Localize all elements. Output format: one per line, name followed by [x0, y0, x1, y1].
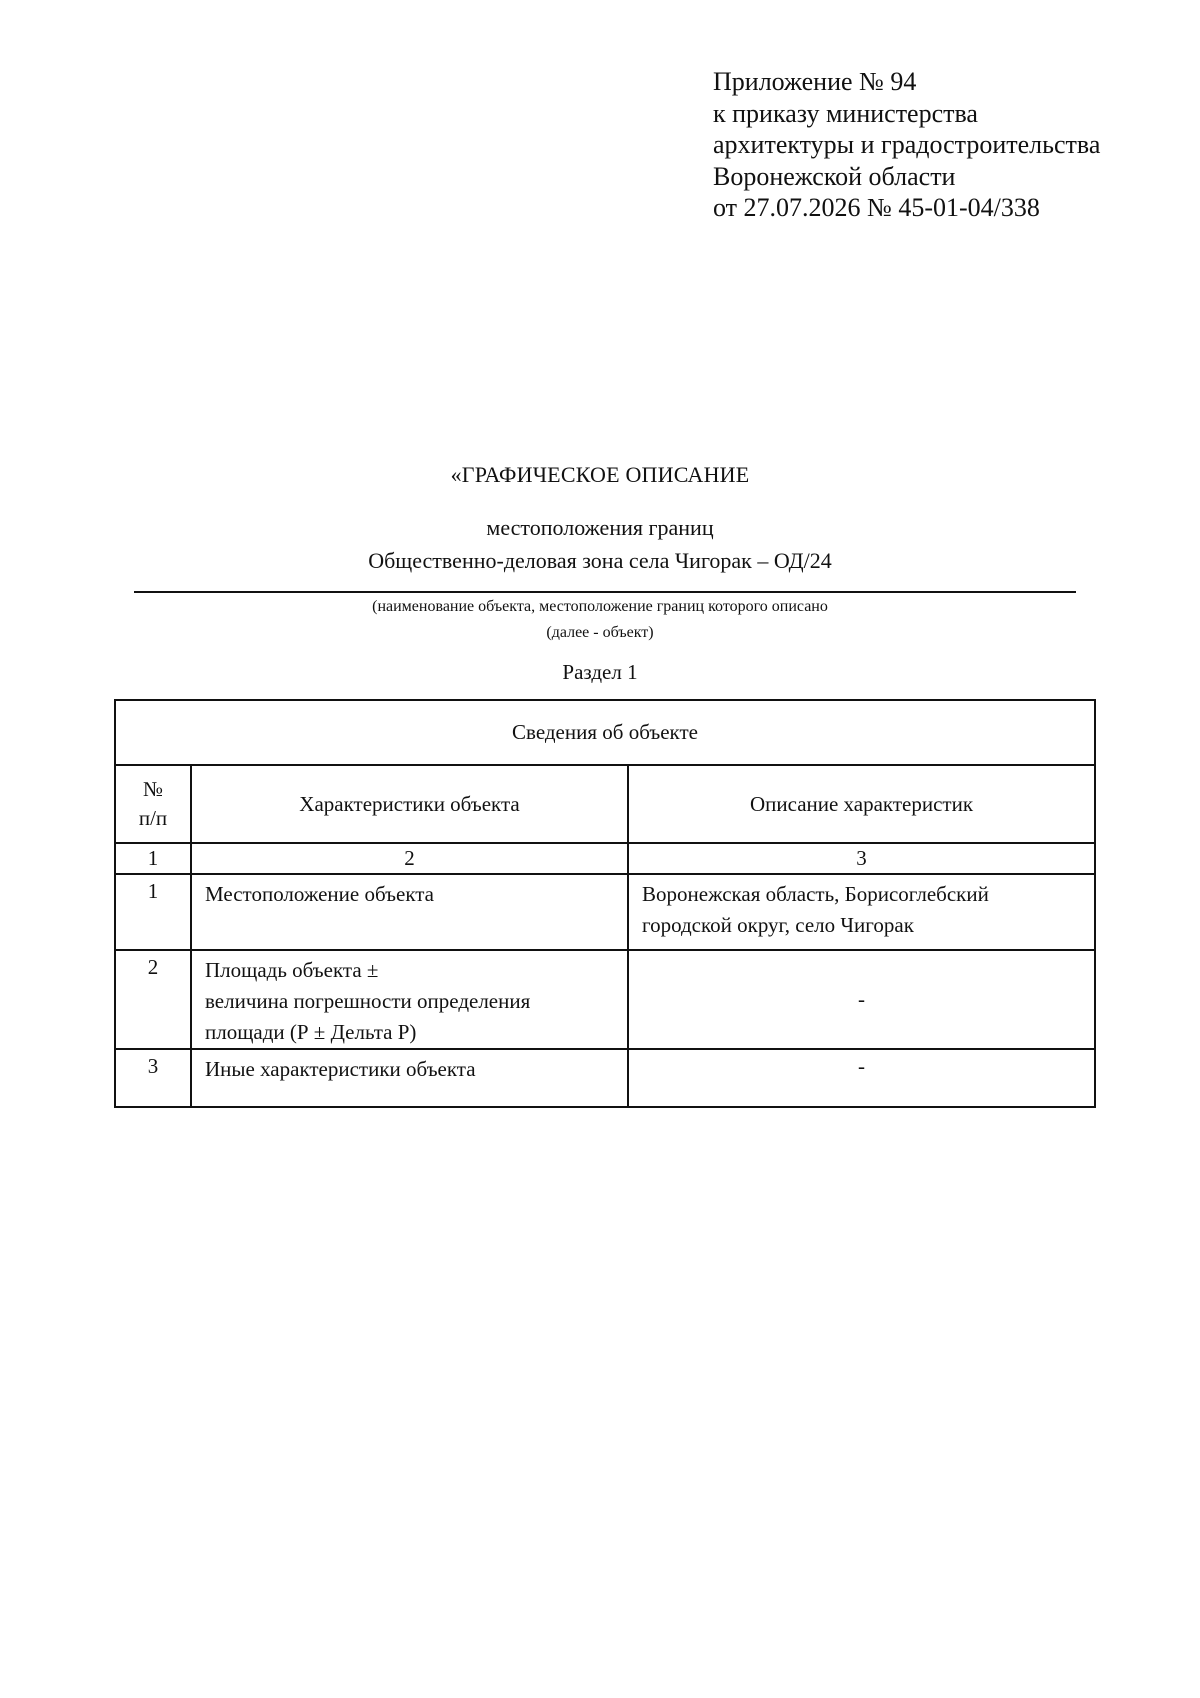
object-name: Общественно-деловая зона села Чигорак – ОД/24	[368, 548, 832, 573]
row-characteristic-line: площади (Р ± Дельта Р)	[205, 1020, 417, 1044]
table-row	[115, 1049, 1095, 1107]
section-heading: Раздел 1	[562, 660, 638, 684]
column-number: 3	[628, 843, 1095, 874]
object-name-note-continued: (далее - объект)	[546, 624, 654, 641]
row-characteristic-line: Иные характеристики объекта	[205, 1057, 476, 1081]
appendix-number: Приложение № 94	[713, 67, 917, 96]
row-number: 3	[115, 1049, 191, 1107]
document-subtitle: местоположения границ	[486, 515, 714, 540]
table-caption: Сведения об объекте	[115, 700, 1095, 765]
header-characteristics: Характеристики объекта	[191, 765, 628, 843]
table-row	[115, 874, 1095, 950]
row-number: 2	[115, 950, 191, 1049]
row-description	[628, 874, 1095, 950]
row-description: -	[628, 950, 1095, 1049]
row-characteristic	[191, 1049, 628, 1107]
appendix-order-ref: к приказу министерства	[713, 98, 978, 128]
document-title: «ГРАФИЧЕСКОЕ ОПИСАНИЕ	[450, 462, 750, 487]
column-number-row	[115, 843, 1095, 874]
object-name-note: (наименование объекта, местоположение границ которого описано	[372, 598, 828, 615]
header-description: Описание характеристик	[628, 765, 1095, 843]
column-number: 2	[191, 843, 628, 874]
appendix-header	[713, 66, 1100, 224]
header-number-abbr: п/п	[138, 806, 168, 830]
table-header-row	[115, 765, 1095, 843]
appendix-region: Воронежской области	[713, 161, 956, 191]
column-number: 1	[115, 843, 191, 874]
row-characteristic	[191, 950, 628, 1049]
row-description: -	[628, 1049, 1095, 1107]
table-row	[115, 950, 1095, 1049]
table-caption-row	[115, 700, 1095, 765]
header-number-sign: №	[142, 777, 164, 801]
object-info-table	[114, 699, 1096, 1108]
appendix-ministry: архитектуры и градостроительства	[713, 130, 1101, 159]
row-characteristic-line: Площадь объекта ±	[205, 958, 379, 982]
row-description-line: Воронежская область, Борисоглебский	[642, 882, 989, 906]
appendix-date-number: от 27.07.2026 № 45-01-04/338	[713, 193, 1040, 222]
header-number	[115, 765, 191, 843]
row-characteristic-line: Местоположение объекта	[205, 882, 435, 906]
object-name-underline	[134, 591, 1076, 593]
row-characteristic	[191, 874, 628, 950]
row-characteristic-line: величина погрешности определения	[205, 989, 531, 1013]
row-description-line: городской округ, село Чигорак	[642, 913, 914, 937]
row-number: 1	[115, 874, 191, 950]
